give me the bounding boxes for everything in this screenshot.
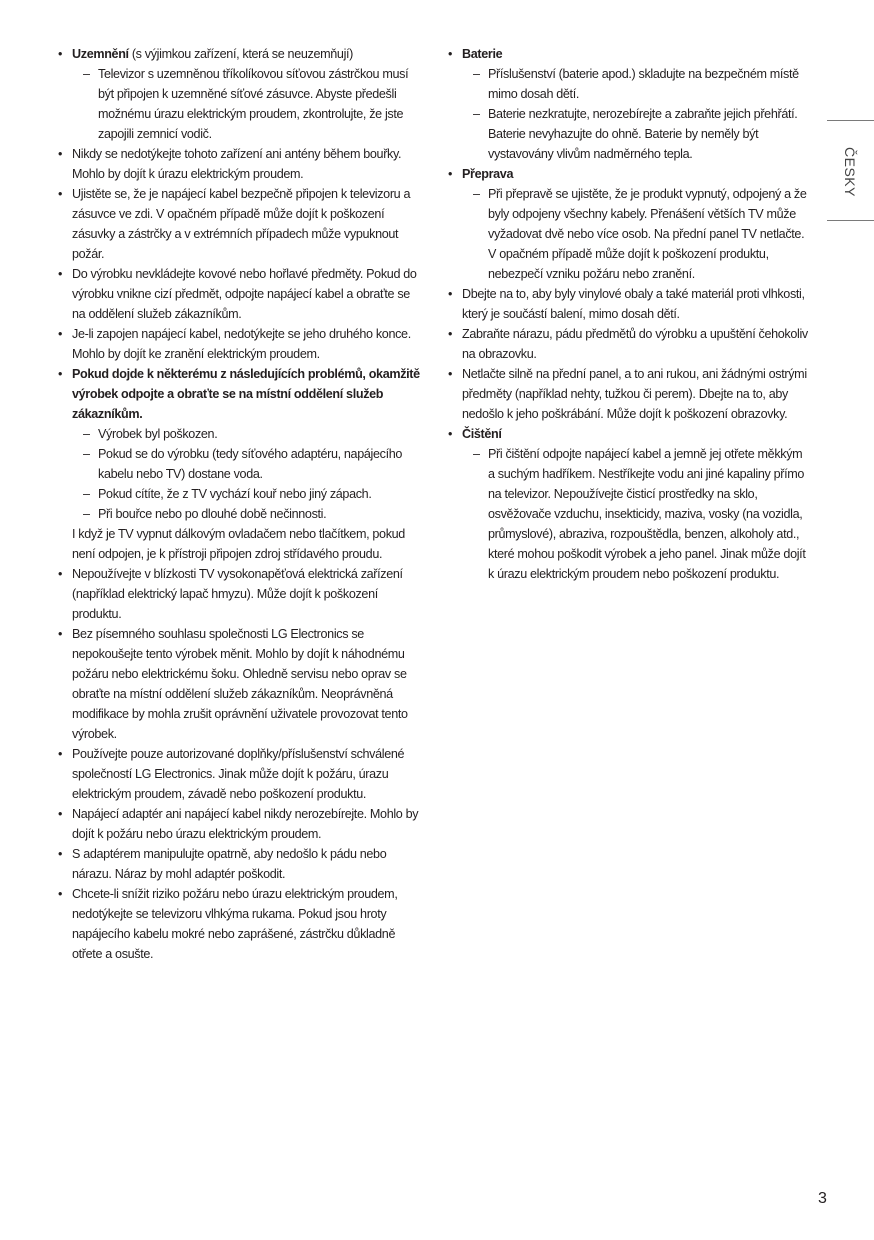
list-item: • Je-li zapojen napájecí kabel, nedotýkejte se jeho druhého konce. Mohlo by dojít ke zranění elektrickým proudem.: [56, 324, 426, 364]
sub-item: – Příslušenství (baterie apod.) skladujte na bezpečném místě mimo dosah dětí.: [462, 64, 808, 104]
item-note: I když je TV vypnut dálkovým ovladačem nebo tlačítkem, pokud není odpojen, je k přístroji připojen zdroj střídavého proudu.: [72, 527, 405, 561]
sub-list: [72, 424, 426, 524]
left-column: [56, 44, 426, 964]
item-title: Čištění: [462, 427, 502, 441]
list-item: • Do výrobku nevkládejte kovové nebo hořlavé předměty. Pokud do výrobku vnikne cizí předmět, odpojte napájecí kabel a obraťte se na oddělení služeb zákazníkům.: [56, 264, 426, 324]
list-item: • Bez písemného souhlasu společnosti LG Electronics se nepokoušejte tento výrobek měnit. Mohlo by dojít k náhodnému požáru nebo elektrickému šoku. Ohledně servisu nebo oprav se obraťte na místní oddělení služeb zákazníkům. Neoprávněná modifikace by mohla zrušit oprávnění uživatele provozovat tento výrobek.: [56, 624, 426, 744]
sub-item: – Při čištění odpojte napájecí kabel a jemně jej otřete měkkým a suchým hadříkem. Nestříkejte vodu ani jiné kapaliny přímo na televizor. Nepoužívejte čisticí prostředky na sklo, osvěžovače vzduchu, insekticidy, maziva, vosky (na vozidla, průmyslové), abraziva, rozpouštědla, benzen, alkoholy atd., které mohou poškodit výrobek a jeho panel. Jinak může dojít k úrazu elektrickým proudem nebo poškození produktu.: [462, 444, 808, 584]
list-item-cleaning: [446, 424, 808, 584]
sub-item: – Při bouřce nebo po dlouhé době nečinnosti.: [72, 504, 426, 524]
item-title: Uzemnění: [72, 47, 129, 61]
left-safety-list: [56, 44, 426, 964]
sub-list: [72, 64, 426, 144]
sub-list: [462, 184, 808, 284]
sub-list: [462, 444, 808, 584]
right-column: [446, 44, 808, 584]
sub-item: – Baterie nezkratujte, nerozebírejte a zabraňte jejich přehřátí. Baterie nevyhazujte do ohně. Baterie by neměly být vystavovány vlivům nadměrného tepla.: [462, 104, 808, 164]
item-title: Baterie: [462, 47, 503, 61]
list-item: • Zabraňte nárazu, pádu předmětů do výrobku a upuštění čehokoliv na obrazovku.: [446, 324, 808, 364]
right-safety-list: [446, 44, 808, 584]
side-tab-bottom-line: [827, 220, 874, 221]
list-item: • Ujistěte se, že je napájecí kabel bezpečně připojen k televizoru a zásuvce ve zdi. V opačném případě může dojít k poškození zásuvky a zástrčky a v extrémních případech může vypuknout požár.: [56, 184, 426, 264]
sub-item: – Pokud se do výrobku (tedy síťového adaptéru, napájecího kabelu nebo TV) dostane voda.: [72, 444, 426, 484]
list-item: • Netlačte silně na přední panel, a to ani rukou, ani žádnými ostrými předměty (například nehty, tužkou či perem). Dbejte na to, aby nedošlo k jeho poškrábání. Může dojít k poškození obrazovky.: [446, 364, 808, 424]
item-title: Přeprava: [462, 167, 514, 181]
sub-list: [462, 64, 808, 164]
language-tab-label: ČESKY: [842, 147, 858, 197]
list-item-transport: [446, 164, 808, 284]
list-item-batteries: [446, 44, 808, 164]
item-text: (s výjimkou zařízení, která se neuzemňují): [128, 47, 354, 61]
sub-item: – Pokud cítíte, že z TV vychází kouř nebo jiný zápach.: [72, 484, 426, 504]
page-number: 3: [818, 1190, 827, 1207]
list-item: • Nepoužívejte v blízkosti TV vysokonapěťová elektrická zařízení (například elektrický lapač hmyzu). Může dojít k poškození produktu.: [56, 564, 426, 624]
list-item: • Chcete-li snížit riziko požáru nebo úrazu elektrickým proudem, nedotýkejte se televizoru vlhkýma rukama. Pokud jsou hroty napájecího kabelu mokré nebo zaprášené, zástrčku důkladně otřete a osušte.: [56, 884, 426, 964]
list-item: • Napájecí adaptér ani napájecí kabel nikdy nerozebírejte. Mohlo by dojít k požáru nebo úrazu elektrickým proudem.: [56, 804, 426, 844]
list-item: • Používejte pouze autorizované doplňky/příslušenství schválené společností LG Electronics. Jinak může dojít k požáru, úrazu elektrickým proudem, závadě nebo poškození produktu.: [56, 744, 426, 804]
list-item: • Nikdy se nedotýkejte tohoto zařízení ani antény během bouřky. Mohlo by dojít k úrazu elektrickým proudem.: [56, 144, 426, 184]
sub-item: – Televizor s uzemněnou tříkolíkovou síťovou zástrčkou musí být připojen k uzemněné síťové zásuvce. Abyste předešli možnému úrazu elektrickým proudem, zkontrolujte, že jste zapojili zemnicí vodič.: [72, 64, 426, 144]
list-item-grounding: [56, 44, 426, 144]
item-title: Pokud dojde k některému z následujících problémů, okamžitě výrobek odpojte a obraťte se na místní oddělení služeb zákazníkům.: [72, 367, 420, 421]
list-item: • S adaptérem manipulujte opatrně, aby nedošlo k pádu nebo nárazu. Náraz by mohl adaptér poškodit.: [56, 844, 426, 884]
sub-item: – Výrobek byl poškozen.: [72, 424, 426, 444]
list-item-problems: [56, 364, 426, 564]
list-item: • Dbejte na to, aby byly vinylové obaly a také materiál proti vlhkosti, který je součástí balení, mimo dosah dětí.: [446, 284, 808, 324]
sub-item: – Při přepravě se ujistěte, že je produkt vypnutý, odpojený a že byly odpojeny všechny kabely. Přenášení větších TV může vyžadovat dvě nebo více osob. Na přední panel TV netlačte. V opačném případě může dojít k poškození produktu, nebezpečí vzniku požáru nebo zranění.: [462, 184, 808, 284]
side-tab-top-line: [827, 120, 874, 121]
